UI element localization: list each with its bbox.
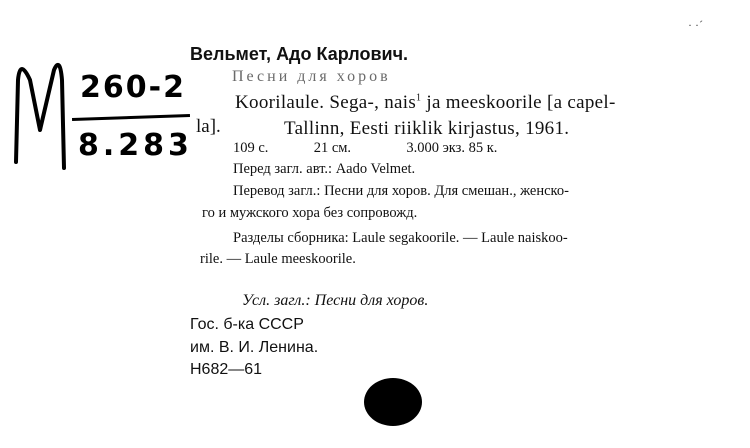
punch-hole xyxy=(364,378,422,426)
handwritten-m-mark xyxy=(10,50,70,170)
publication-line: Tallinn, Eesti riiklik kirjastus, 1961. xyxy=(284,118,570,139)
call-number-line2: 8.283 xyxy=(78,128,193,163)
note-translation-line1: Перевод загл.: Песни для хоров. Для смешан., женско- xyxy=(233,183,569,199)
collation-pages: 109 с. xyxy=(233,140,269,156)
note-translation-line2: го и мужского хора без сопровожд. xyxy=(202,205,418,221)
uniform-title: Усл. загл.: Песни для хоров. xyxy=(242,292,429,309)
title-part-b: ja meeskoorile [a capel- xyxy=(421,92,616,113)
collation-copies: 3.000 экз. 85 к. xyxy=(406,140,498,156)
title-line-1 xyxy=(235,92,616,114)
call-number-divider xyxy=(72,114,190,121)
note-contents-line2: rile. — Laule meeskoorile. xyxy=(200,251,356,267)
faded-title-line: Песни для хоров xyxy=(232,68,391,85)
ink-speck: · ·´ xyxy=(688,18,703,32)
library-line-1: Гос. б-ка СССР xyxy=(190,316,304,333)
title-part-a: Koorilaule. Sega-, nais xyxy=(235,92,417,113)
card-number: Н682—61 xyxy=(190,361,263,378)
library-line-2: им. В. И. Ленина. xyxy=(190,339,319,356)
note-author-original: Перед загл. авт.: Aado Velmet. xyxy=(233,161,416,177)
collation-size: 21 см. xyxy=(313,140,352,156)
title-line-2-start: la]. xyxy=(196,116,221,137)
note-contents-line1: Разделы сборника: Laule segakoorile. — Laule naiskoo- xyxy=(233,230,568,246)
collation-line xyxy=(233,140,497,157)
author-heading: Вельмет, Адо Карлович. xyxy=(190,44,409,64)
call-number-line1: 260-2 xyxy=(80,70,186,105)
title-superscript: 1 xyxy=(416,92,422,104)
